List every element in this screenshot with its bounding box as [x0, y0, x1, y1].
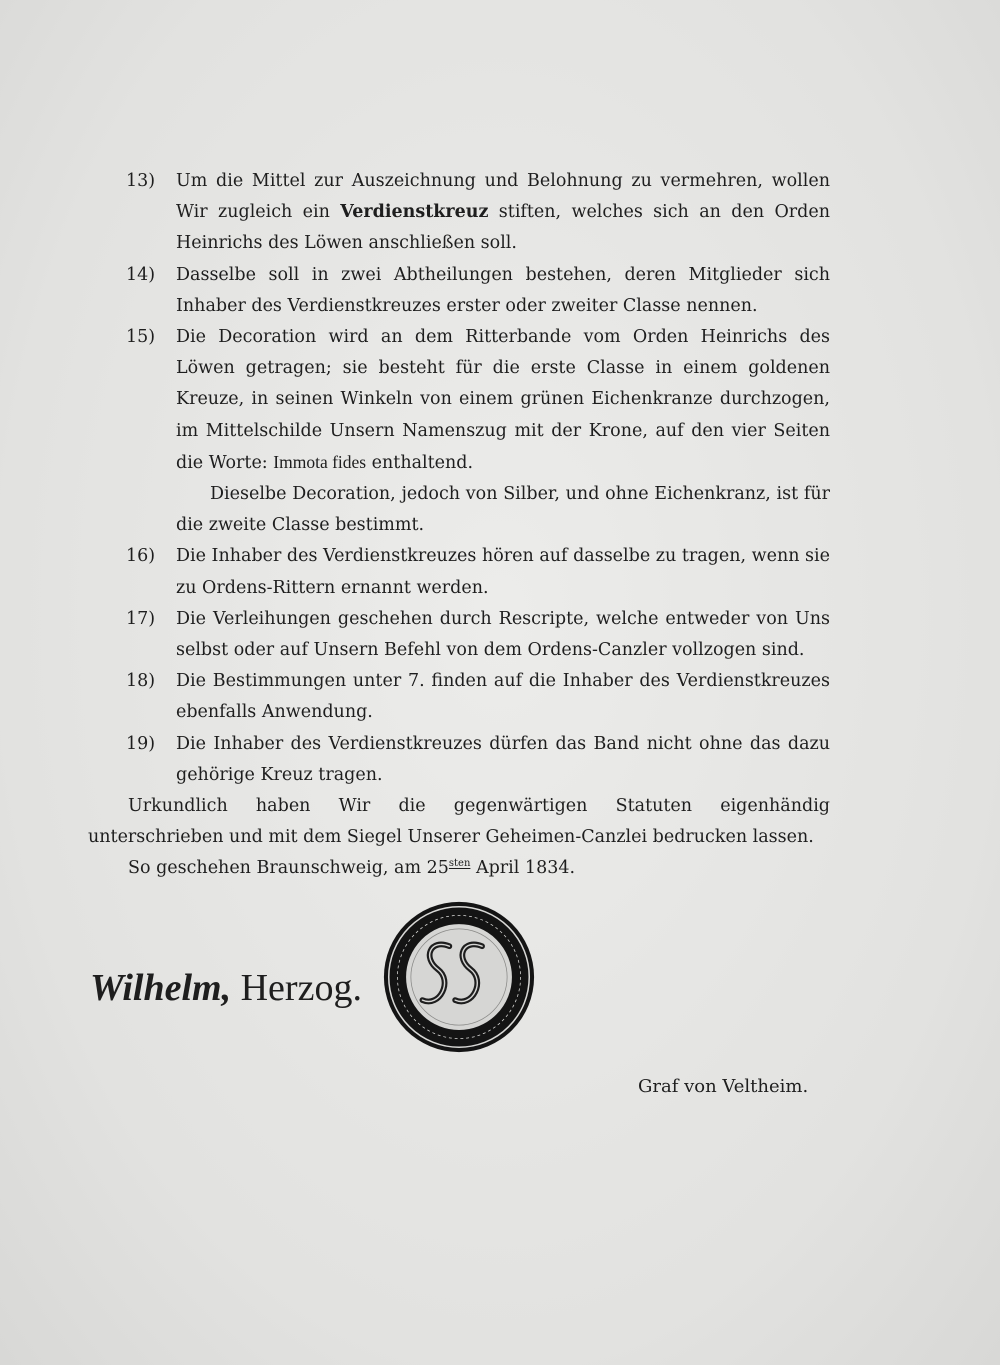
paragraph-number: 18): [126, 671, 156, 692]
paragraph-text: Die Verleihungen geschehen durch Rescripte, welche entweder von Uns selbst oder auf Unsern Befehl von dem Ordens-Canzler vollzogen sind.: [176, 608, 830, 661]
latin-motto: Immota fides: [273, 451, 367, 472]
signature-name: Wilhelm,: [90, 967, 232, 1009]
paragraph-13: [88, 166, 830, 260]
paragraph-number: 17): [126, 608, 156, 629]
signature-title: Herzog.: [240, 967, 362, 1009]
paragraph-number: 14): [126, 264, 156, 285]
paragraph-17: [88, 604, 830, 666]
paragraph-19: [88, 729, 830, 791]
paragraph-number: 13): [126, 171, 156, 191]
paragraph-text: Dasselbe soll in zwei Abtheilungen bestehen, deren Mitglieder sich Inhaber des Verdienstkreuzes erster oder zweiter Classe nennen.: [176, 264, 830, 316]
paragraph-14: [88, 260, 830, 322]
paragraph-18: [88, 666, 830, 728]
paragraph-text: Die Bestimmungen unter 7. finden auf die Inhaber des Verdienstkreuzes ebenfalls Anwendung.: [176, 671, 830, 723]
date-suffix: April 1834.: [470, 858, 576, 879]
paragraph-text: stiften, welches sich an den Orden Heinrichs des Löwen anschließen soll.: [176, 202, 830, 254]
paragraph-text: Die Decoration wird an dem Ritterbande vom Orden Heinrichs des Löwen getragen; sie besteht für die erste Classe in einem goldenen Kreuze, in seinen Winkeln von einem grünen Eichenkranze durchzogen, im Mittelschilde Unsern Namenszug mit der Krone, auf den vier Seiten die Worte:: [176, 327, 830, 473]
paragraph-continuation: Dieselbe Decoration, jedoch von Silber, und ohne Eichenkranz, ist für die zweite Classe bestimmt.: [176, 484, 830, 536]
date-line: [88, 853, 830, 884]
paragraph-16: [88, 541, 830, 603]
paragraph-number: 16): [126, 546, 156, 567]
statute-text: [88, 166, 830, 885]
paragraph-number: 15): [126, 327, 156, 348]
date-ordinal: sten: [448, 858, 471, 870]
countersignature: Graf von Veltheim.: [638, 1076, 809, 1097]
seal-icon: [382, 900, 536, 1054]
paragraph-text: Um die Mittel zur Auszeichnung und Belohnung zu vermehren, wollen Wir zugleich ein: [176, 171, 830, 223]
closing-statement: Urkundlich haben Wir die gegenwärtigen Statuten eigenhändig unterschrieben und mit dem Siegel Unserer Geheimen-Canzlei bedrucken lassen.: [88, 796, 830, 848]
paragraph-number: 19): [126, 733, 156, 754]
paragraph-15: [88, 322, 830, 541]
paragraph-text: Die Inhaber des Verdienstkreuzes hören auf dasselbe zu tragen, wenn sie zu Ordens-Rittern ernannt werden.: [176, 546, 830, 598]
paragraph-text: enthaltend.: [366, 452, 474, 473]
date-prefix: So geschehen Braunschweig, am 25: [128, 858, 449, 879]
paragraph-text: Die Inhaber des Verdienstkreuzes dürfen das Band nicht ohne das dazu gehörige Kreuz tragen.: [176, 733, 830, 785]
bold-term: Verdienstkreuz: [340, 202, 489, 223]
duke-signature: [90, 966, 362, 1010]
